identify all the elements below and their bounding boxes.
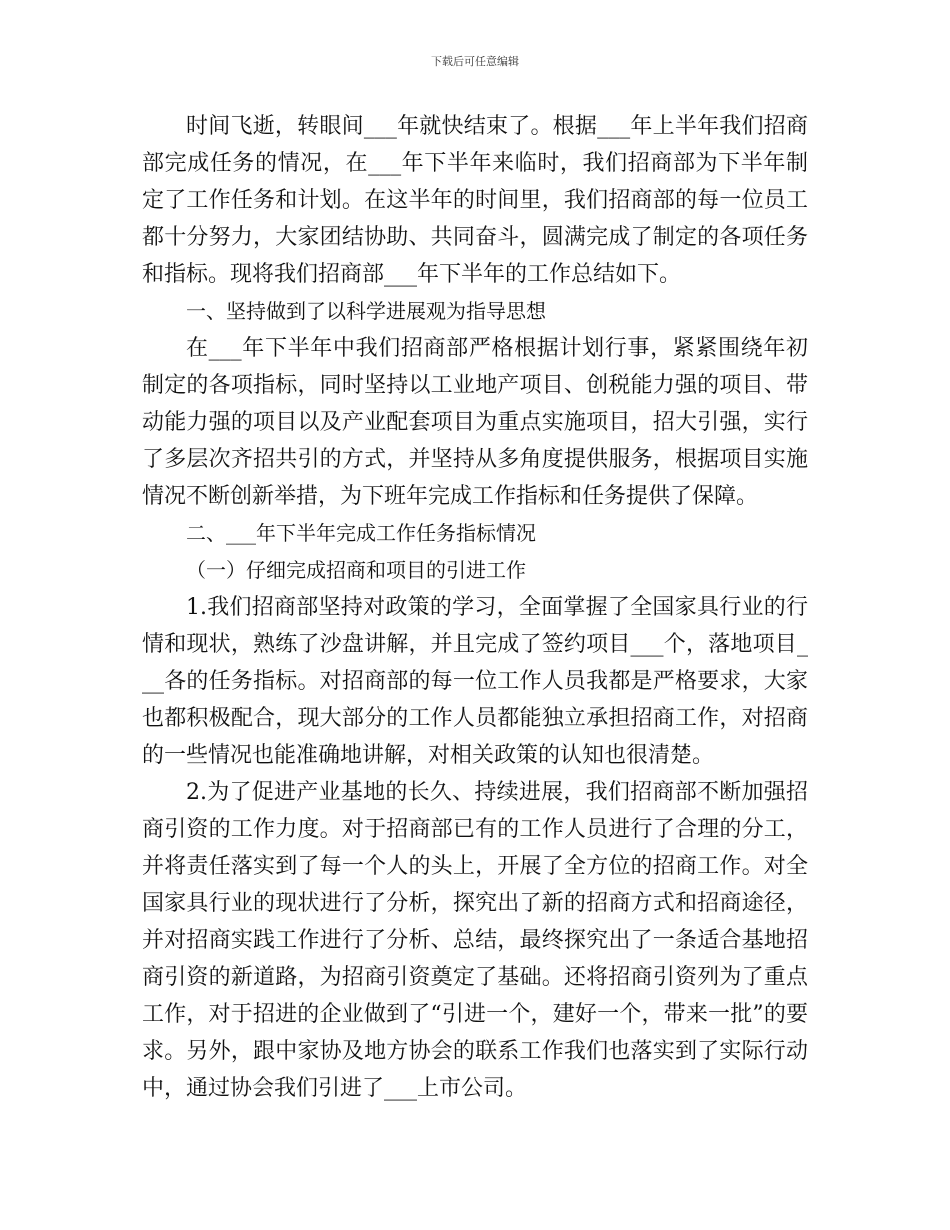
item-2-paragraph: 2.为了促进产业基地的长久、持续进展，我们招商部不断加强招商引资的工作力度。对于招商部已有的工作人员进行了合理的分工，并将责任落实到了每一个人的头上，开展了全方位的招商工作。对全国家具行业的现状进行了分析，探究出了新的招商方式和招商途径，并对招商实践工作进行了分析、总结，最终探究出了一条适合基地招商引资的新道路，为招商引资奠定了基础。还将招商引资列为了重点工作，对于招进的企业做到了“引进一个，建好一个，带来一批”的要求。另外，跟中家协及地方协会的联系工作我们也落实到了实际行动中，通过协会我们引进了___上市公司。 <box>142 780 808 1101</box>
section-1-paragraph: 在___年下半年中我们招商部严格根据计划行事，紧紧围绕年初制定的各项指标，同时坚持以工业地产项目、创税能力强的项目、带动能力强的项目以及产业配套项目为重点实施项目，招大引强，实行了多层次齐招共引的方式，并坚持从多角度提供服务，根据项目实施情况不断创新举措，为下班年完成工作指标和任务提供了保障。 <box>142 336 808 509</box>
page-header-note: 下载后可任意编辑 <box>431 55 519 68</box>
section-heading-2: 二、___年下半年完成工作任务指标情况 <box>186 521 536 545</box>
subsection-heading-1: （一）仔细完成招商和项目的引进工作 <box>186 558 526 582</box>
document-body <box>142 108 808 1107</box>
section-heading-1: 一、坚持做到了以科学进展观为指导思想 <box>186 299 546 323</box>
item-1-paragraph: 1.我们招商部坚持对政策的学习，全面掌握了全国家具行业的行情和现状，熟练了沙盘讲解，并且完成了签约项目___个，落地项目___各的任务指标。对招商部的每一位工作人员我都是严格要求，大家也都积极配合，现大部分的工作人员都能独立承担招商工作，对招商的一些情况也能准确地讲解，对相关政策的认知也很清楚。 <box>142 595 808 768</box>
intro-paragraph: 时间飞逝，转眼间___年就快结束了。根据___年上半年我们招商部完成任务的情况，在___年下半年来临时，我们招商部为下半年制定了工作任务和计划。在这半年的时间里，我们招商部的每一位员工都十分努力，大家团结协助、共同奋斗，圆满完成了制定的各项任务和指标。现将我们招商部___年下半年的工作总结如下。 <box>142 114 808 287</box>
